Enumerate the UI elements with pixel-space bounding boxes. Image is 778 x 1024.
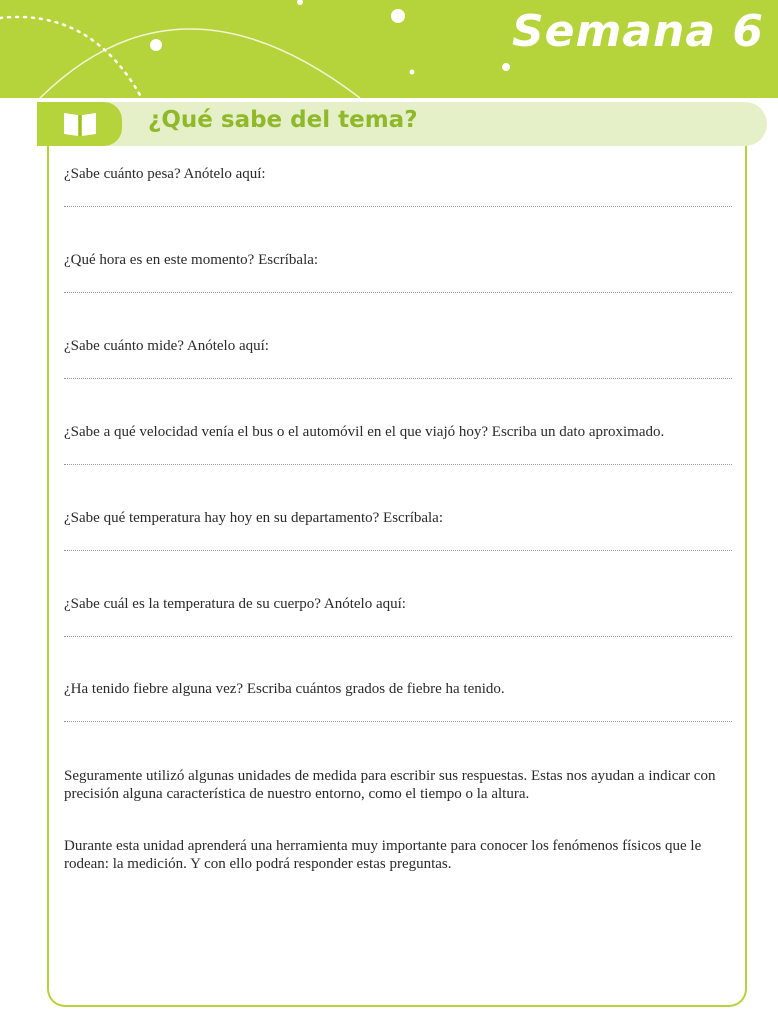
- topic-icon-box: [37, 102, 122, 146]
- answer-line-5[interactable]: [64, 550, 732, 551]
- paragraph-units: Seguramente utilizó algunas unidades de medida para escribir sus respuestas. Estas nos ayudan a indicar con precisión alguna característica de nuestro entorno, como el tiempo o la altura.: [64, 768, 716, 802]
- header-banner: [0, 0, 778, 98]
- question-4: ¿Sabe a qué velocidad venía el bus o el automóvil en el que viajó hoy? Escriba un dato aproximado.: [64, 424, 665, 440]
- answer-line-3[interactable]: [64, 378, 732, 379]
- paragraph-measurement: Durante esta unidad aprenderá una herramienta muy importante para conocer los fenómenos físicos que le rodean: la medición. Y con ello podrá responder estas preguntas.: [64, 838, 702, 872]
- week-title: Semana 6: [511, 6, 764, 57]
- answer-line-2[interactable]: [64, 292, 732, 293]
- question-5: ¿Sabe qué temperatura hay hoy en su departamento? Escríbala:: [64, 510, 444, 526]
- question-3: ¿Sabe cuánto mide? Anótelo aquí:: [64, 338, 269, 354]
- open-book-icon: [60, 109, 100, 139]
- answer-line-4[interactable]: [64, 464, 732, 465]
- question-1: ¿Sabe cuánto pesa? Anótelo aquí:: [64, 166, 266, 182]
- topic-title: ¿Qué sabe del tema?: [148, 107, 418, 133]
- question-7: ¿Ha tenido fiebre alguna vez? Escriba cuántos grados de fiebre ha tenido.: [64, 681, 505, 697]
- answer-line-1[interactable]: [64, 206, 732, 207]
- answer-line-6[interactable]: [64, 636, 732, 637]
- question-6: ¿Sabe cuál es la temperatura de su cuerpo? Anótelo aquí:: [64, 596, 406, 612]
- answer-line-7[interactable]: [64, 721, 732, 722]
- question-2: ¿Qué hora es en este momento? Escríbala:: [64, 252, 319, 268]
